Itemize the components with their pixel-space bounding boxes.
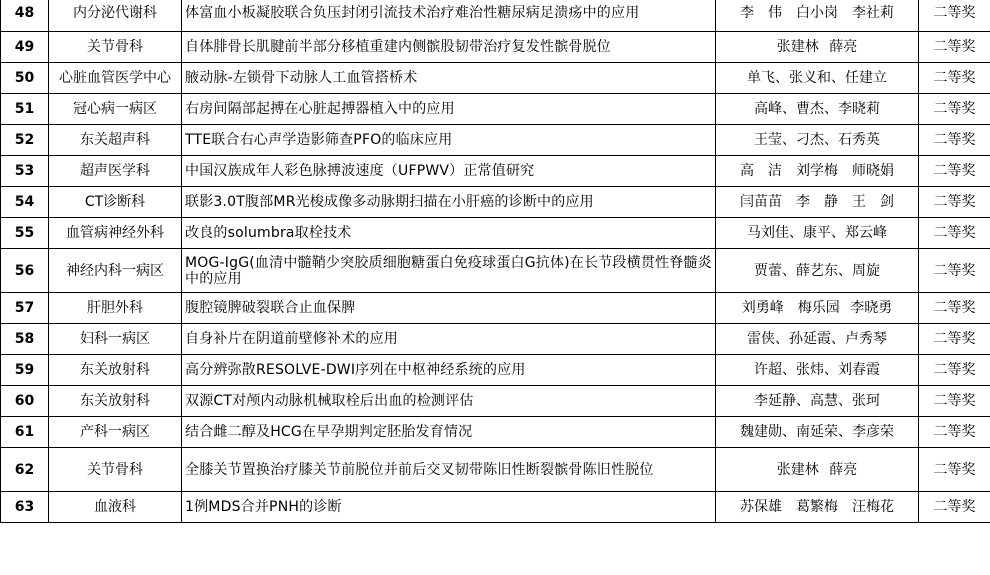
authors-cell: 魏建勋、南延荣、李彦荣 bbox=[716, 417, 919, 448]
authors-cell: 许超、张炜、刘春霞 bbox=[716, 355, 919, 386]
table-row bbox=[1, 125, 990, 156]
table-row bbox=[1, 156, 990, 187]
table-row bbox=[1, 0, 990, 32]
row-number: 59 bbox=[1, 355, 49, 386]
table-row bbox=[1, 324, 990, 355]
row-number: 56 bbox=[1, 249, 49, 293]
table-row bbox=[1, 448, 990, 492]
row-number: 63 bbox=[1, 492, 49, 523]
department-cell: CT诊断科 bbox=[49, 187, 182, 218]
table-row bbox=[1, 417, 990, 448]
award-level-cell: 二等奖 bbox=[919, 355, 990, 386]
authors-cell: 闫苗苗 李 静 王 剑 bbox=[716, 187, 919, 218]
department-cell: 肝胆外科 bbox=[49, 293, 182, 324]
authors-cell: 刘勇峰 梅乐园 李晓勇 bbox=[716, 293, 919, 324]
award-level-cell: 二等奖 bbox=[919, 94, 990, 125]
table-row bbox=[1, 94, 990, 125]
award-level-cell: 二等奖 bbox=[919, 125, 990, 156]
project-title-cell: 腋动脉-左锁骨下动脉人工血管搭桥术 bbox=[182, 63, 716, 94]
project-title-cell: 1例MDS合并PNH的诊断 bbox=[182, 492, 716, 523]
department-cell: 关节骨科 bbox=[49, 448, 182, 492]
authors-cell: 高 洁 刘学梅 师晓娟 bbox=[716, 156, 919, 187]
table-row bbox=[1, 386, 990, 417]
project-title-cell: 右房间隔部起搏在心脏起搏器植入中的应用 bbox=[182, 94, 716, 125]
award-level-cell: 二等奖 bbox=[919, 32, 990, 63]
row-number: 52 bbox=[1, 125, 49, 156]
row-number: 58 bbox=[1, 324, 49, 355]
table-row bbox=[1, 355, 990, 386]
department-cell: 超声医学科 bbox=[49, 156, 182, 187]
department-cell: 血管病神经外科 bbox=[49, 218, 182, 249]
department-cell: 心脏血管医学中心 bbox=[49, 63, 182, 94]
table-row bbox=[1, 492, 990, 523]
row-number: 49 bbox=[1, 32, 49, 63]
table-row bbox=[1, 32, 990, 63]
table-row bbox=[1, 187, 990, 218]
department-cell: 冠心病一病区 bbox=[49, 94, 182, 125]
row-number: 51 bbox=[1, 94, 49, 125]
project-title-cell: MOG-IgG(血清中髓鞘少突胶质细胞糖蛋白免疫球蛋白G抗体)在长节段横贯性脊髓炎中的应用 bbox=[182, 249, 716, 293]
project-title-cell: 改良的solumbra取栓技术 bbox=[182, 218, 716, 249]
award-level-cell: 二等奖 bbox=[919, 249, 990, 293]
project-title-cell: 高分辨弥散RESOLVE-DWI序列在中枢神经系统的应用 bbox=[182, 355, 716, 386]
award-level-cell: 二等奖 bbox=[919, 218, 990, 249]
project-title-cell: TTE联合右心声学造影筛查PFO的临床应用 bbox=[182, 125, 716, 156]
table-row bbox=[1, 63, 990, 94]
project-title-cell: 自身补片在阴道前壁修补术的应用 bbox=[182, 324, 716, 355]
department-cell: 东关超声科 bbox=[49, 125, 182, 156]
award-level-cell: 二等奖 bbox=[919, 63, 990, 94]
authors-cell: 张建林 薛亮 bbox=[716, 448, 919, 492]
department-cell: 关节骨科 bbox=[49, 32, 182, 63]
table-row bbox=[1, 249, 990, 293]
department-cell: 产科一病区 bbox=[49, 417, 182, 448]
row-number: 54 bbox=[1, 187, 49, 218]
authors-cell: 李 伟 白小岗 李社莉 bbox=[716, 0, 919, 32]
project-title-cell: 自体腓骨长肌腱前半部分移植重建内侧髌股韧带治疗复发性髌骨脱位 bbox=[182, 32, 716, 63]
award-level-cell: 二等奖 bbox=[919, 187, 990, 218]
row-number: 61 bbox=[1, 417, 49, 448]
row-number: 55 bbox=[1, 218, 49, 249]
row-number: 53 bbox=[1, 156, 49, 187]
project-title-cell: 腹腔镜脾破裂联合止血保脾 bbox=[182, 293, 716, 324]
award-table-body bbox=[1, 0, 990, 523]
authors-cell: 高峰、曹杰、李晓莉 bbox=[716, 94, 919, 125]
row-number: 62 bbox=[1, 448, 49, 492]
award-level-cell: 二等奖 bbox=[919, 448, 990, 492]
project-title-cell: 双源CT对颅内动脉机械取栓后出血的检测评估 bbox=[182, 386, 716, 417]
authors-cell: 苏保雄 葛繁梅 汪梅花 bbox=[716, 492, 919, 523]
row-number: 57 bbox=[1, 293, 49, 324]
authors-cell: 王莹、刁杰、石秀英 bbox=[716, 125, 919, 156]
award-level-cell: 二等奖 bbox=[919, 417, 990, 448]
award-level-cell: 二等奖 bbox=[919, 324, 990, 355]
project-title-cell: 结合雌二醇及HCG在早孕期判定胚胎发育情况 bbox=[182, 417, 716, 448]
award-level-cell: 二等奖 bbox=[919, 492, 990, 523]
award-level-cell: 二等奖 bbox=[919, 0, 990, 32]
authors-cell: 雷侠、孙延霞、卢秀琴 bbox=[716, 324, 919, 355]
department-cell: 妇科一病区 bbox=[49, 324, 182, 355]
authors-cell: 李延静、高慧、张珂 bbox=[716, 386, 919, 417]
row-number: 60 bbox=[1, 386, 49, 417]
award-level-cell: 二等奖 bbox=[919, 293, 990, 324]
authors-cell: 马刘佳、康平、郑云峰 bbox=[716, 218, 919, 249]
award-level-cell: 二等奖 bbox=[919, 386, 990, 417]
authors-cell: 单飞、张义和、任建立 bbox=[716, 63, 919, 94]
department-cell: 神经内科一病区 bbox=[49, 249, 182, 293]
project-title-cell: 中国汉族成年人彩色脉搏波速度（UFPWV）正常值研究 bbox=[182, 156, 716, 187]
row-number: 48 bbox=[1, 0, 49, 32]
project-title-cell: 体富血小板凝胶联合负压封闭引流技术治疗难治性糖尿病足溃疡中的应用 bbox=[182, 0, 716, 32]
department-cell: 血液科 bbox=[49, 492, 182, 523]
table-row bbox=[1, 218, 990, 249]
project-title-cell: 全膝关节置换治疗膝关节前脱位并前后交叉韧带陈旧性断裂髌骨陈旧性脱位 bbox=[182, 448, 716, 492]
row-number: 50 bbox=[1, 63, 49, 94]
project-title-cell: 联影3.0T腹部MR光梭成像多动脉期扫描在小肝癌的诊断中的应用 bbox=[182, 187, 716, 218]
department-cell: 东关放射科 bbox=[49, 386, 182, 417]
department-cell: 内分泌代谢科 bbox=[49, 0, 182, 32]
award-level-cell: 二等奖 bbox=[919, 156, 990, 187]
authors-cell: 贾蕾、薛艺东、周旋 bbox=[716, 249, 919, 293]
table-row bbox=[1, 293, 990, 324]
department-cell: 东关放射科 bbox=[49, 355, 182, 386]
authors-cell: 张建林 薛亮 bbox=[716, 32, 919, 63]
